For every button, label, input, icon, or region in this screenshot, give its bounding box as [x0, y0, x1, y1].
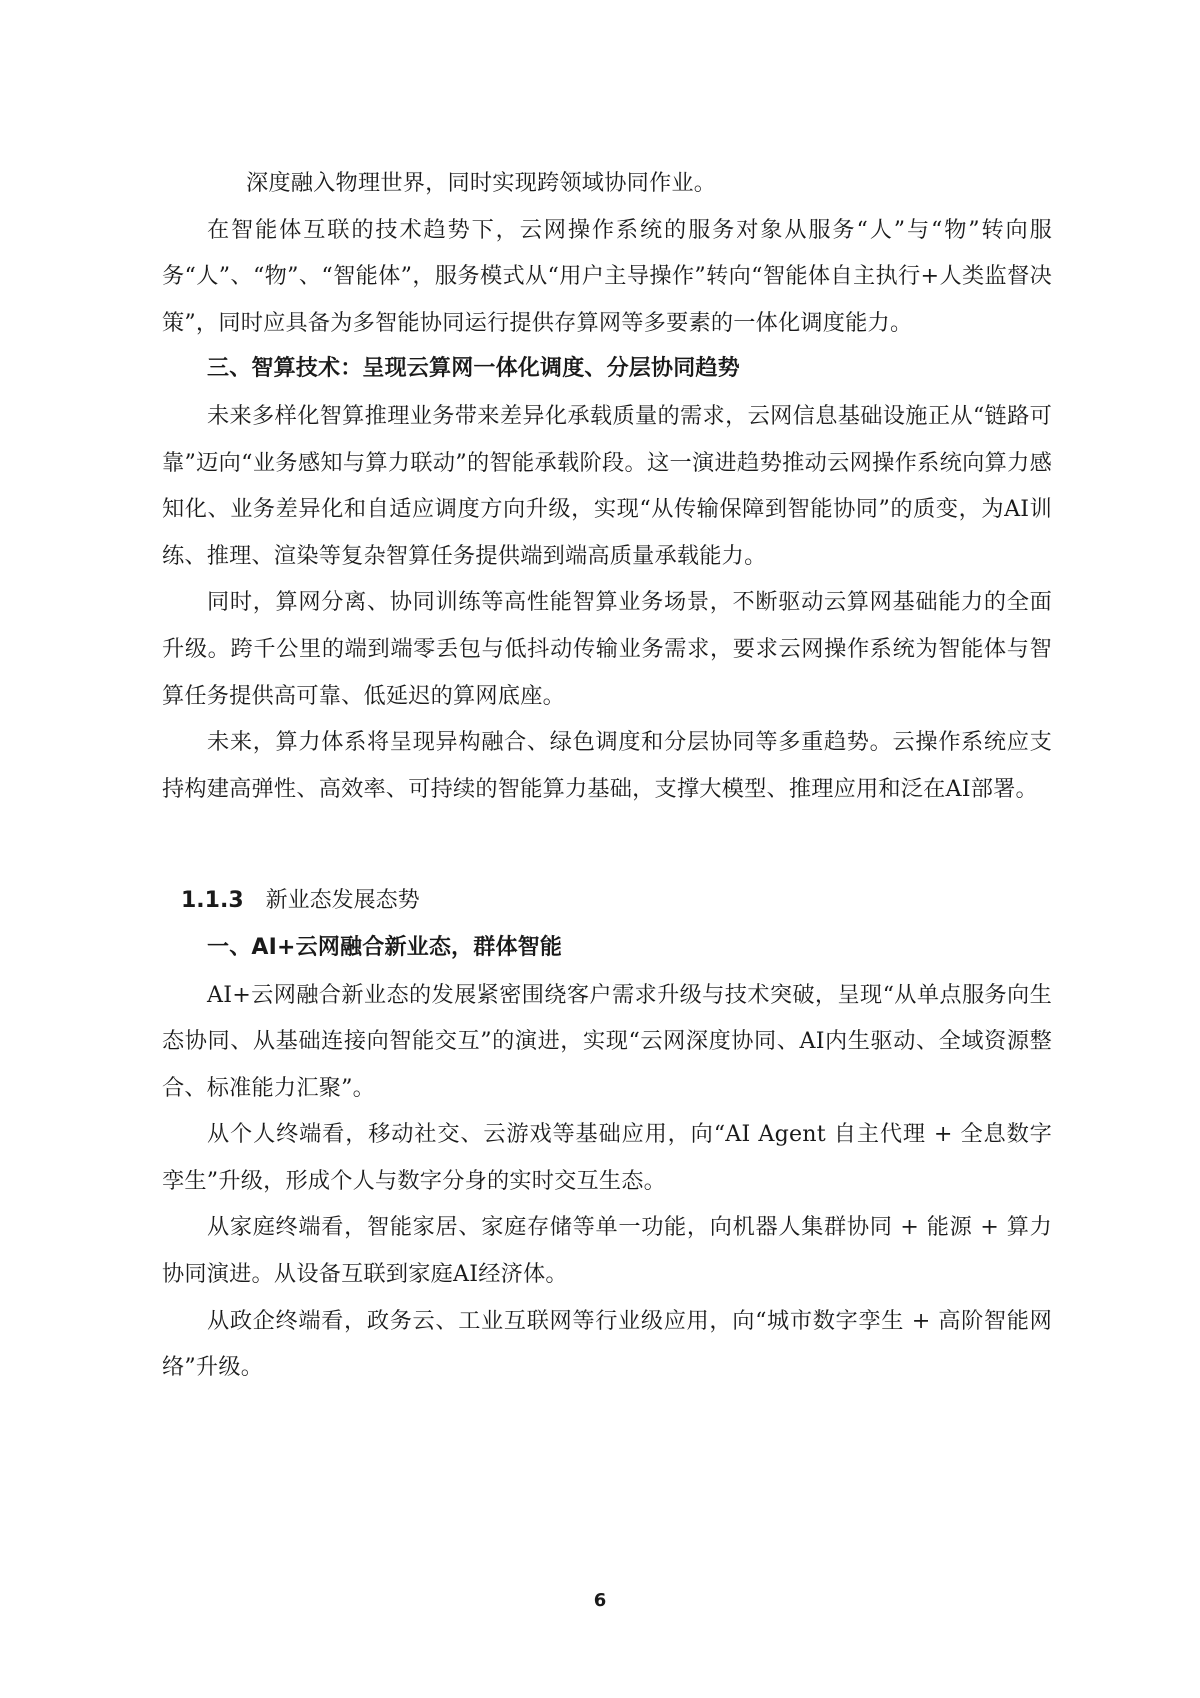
subheading-smart-computing: 三、智算技术：呈现云算网一体化调度、分层协同趋势 [207, 356, 740, 382]
page-number: 6 [593, 1590, 607, 1611]
section-number: 1.1.3 [181, 888, 244, 914]
paragraph-inference-demand: 未来多样化智算推理业务带来差异化承载质量的需求，云网信息基础设施正从“链路可靠”迈向“业务感知与算力联动”的智能承载阶段。这一演进趋势推动云网操作系统向算力感知化、业务差异化和自适应调度方向升级，实现“从传输保障到智能协同”的质变，为AI训练、推理、渲染等复杂智算任务提供端到端高质量承载能力。 [162, 402, 1052, 569]
paragraph-compute-network-separation: 同时，算网分离、协同训练等高性能智算业务场景，不断驱动云算网基础能力的全面升级。跨千公里的端到端零丢包与低抖动传输业务需求，要求云网操作系统为智能体与智算任务提供高可靠、低延迟的算网底座。 [162, 589, 1052, 709]
page-content [162, 160, 1052, 1391]
paragraph-home-terminal: 从家庭终端看，智能家居、家庭存储等单一功能，向机器人集群协同 + 能源 + 算力协同演进。从设备互联到家庭AI经济体。 [162, 1214, 1052, 1288]
subheading-ai-cloud-network: 一、AI+云网融合新业态，群体智能 [207, 934, 563, 960]
section-spacer [162, 812, 1052, 878]
paragraph-agent-interconnect: 在智能体互联的技术趋势下，云网操作系统的服务对象从服务“人”与“物”转向服务“人”、“物”、“智能体”，服务模式从“用户主导操作”转向“智能体自主执行+人类监督决策”，同时应具备为多智能协同运行提供存算网等多要素的一体化调度能力。 [162, 216, 1052, 336]
paragraph-new-business: AI+云网融合新业态的发展紧密围绕客户需求升级与技术突破，呈现“从单点服务向生态协同、从基础连接向智能交互”的演进，实现“云网深度协同、AI内生驱动、全域资源整合、标准能力汇聚”。 [162, 981, 1052, 1101]
paragraph-government-terminal: 从政企终端看，政务云、工业互联网等行业级应用，向“城市数字孪生 + 高阶智能网络”升级。 [162, 1307, 1052, 1381]
paragraph-compute-trends: 未来，算力体系将呈现异构融合、绿色调度和分层协同等多重趋势。云操作系统应支持构建高弹性、高效率、可持续的智能算力基础，支撑大模型、推理应用和泛在AI部署。 [162, 729, 1052, 802]
paragraph-personal-terminal: 从个人终端看，移动社交、云游戏等基础应用，向“AI Agent 自主代理 + 全息数字孪生”升级，形成个人与数字分身的实时交互生态。 [162, 1121, 1052, 1194]
section-title: 新业态发展态势 [265, 888, 420, 914]
paragraph-continuation: 深度融入物理世界，同时实现跨领域协同作业。 [246, 170, 717, 196]
section-heading [162, 878, 1052, 925]
